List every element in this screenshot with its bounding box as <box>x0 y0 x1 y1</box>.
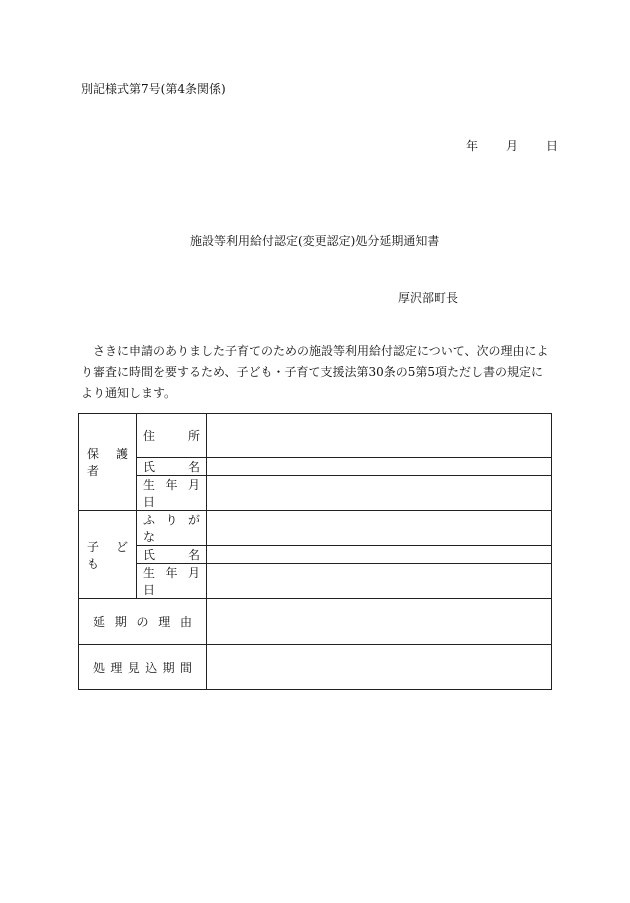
date-line <box>466 137 558 154</box>
period-label: 処 理 見 込 期 間 <box>79 645 207 690</box>
guardian-birthdate-label: 生 年 月 日 <box>137 476 207 511</box>
child-name-label: 氏 名 <box>137 546 207 564</box>
notice-table <box>78 413 552 690</box>
guardian-address-value[interactable] <box>207 414 552 458</box>
guardian-address-label: 住 所 <box>137 414 207 458</box>
date-day: 日 <box>546 139 559 153</box>
reason-label: 延 期 の 理 由 <box>79 599 207 645</box>
document-title: 施設等利用給付認定(変更認定)処分延期通知書 <box>190 234 440 248</box>
date-month: 月 <box>506 139 519 153</box>
guardian-name-label: 氏 名 <box>137 458 207 476</box>
guardian-name-value[interactable] <box>207 458 552 476</box>
form-number: 別記様式第7号(第4条関係) <box>81 82 226 96</box>
child-name-value[interactable] <box>207 546 552 564</box>
period-value[interactable] <box>207 645 552 690</box>
issuer: 厚沢部町長 <box>398 291 459 305</box>
notice-body: さきに申請のありました子育てのための施設等利用給付認定について、次の理由により審査に時間を要するため、子ども・子育て支援法第30条の5第5項ただし書の規定により通知します。 <box>81 344 549 400</box>
child-furigana-label: ふ り が な <box>137 511 207 546</box>
reason-value[interactable] <box>207 599 552 645</box>
date-year: 年 <box>466 139 479 153</box>
child-label: 子 ど も <box>79 511 137 599</box>
guardian-birthdate-value[interactable] <box>207 476 552 511</box>
child-birthdate-value[interactable] <box>207 564 552 599</box>
child-birthdate-label: 生 年 月 日 <box>137 564 207 599</box>
child-furigana-value[interactable] <box>207 511 552 546</box>
guardian-label: 保 護 者 <box>79 414 137 511</box>
